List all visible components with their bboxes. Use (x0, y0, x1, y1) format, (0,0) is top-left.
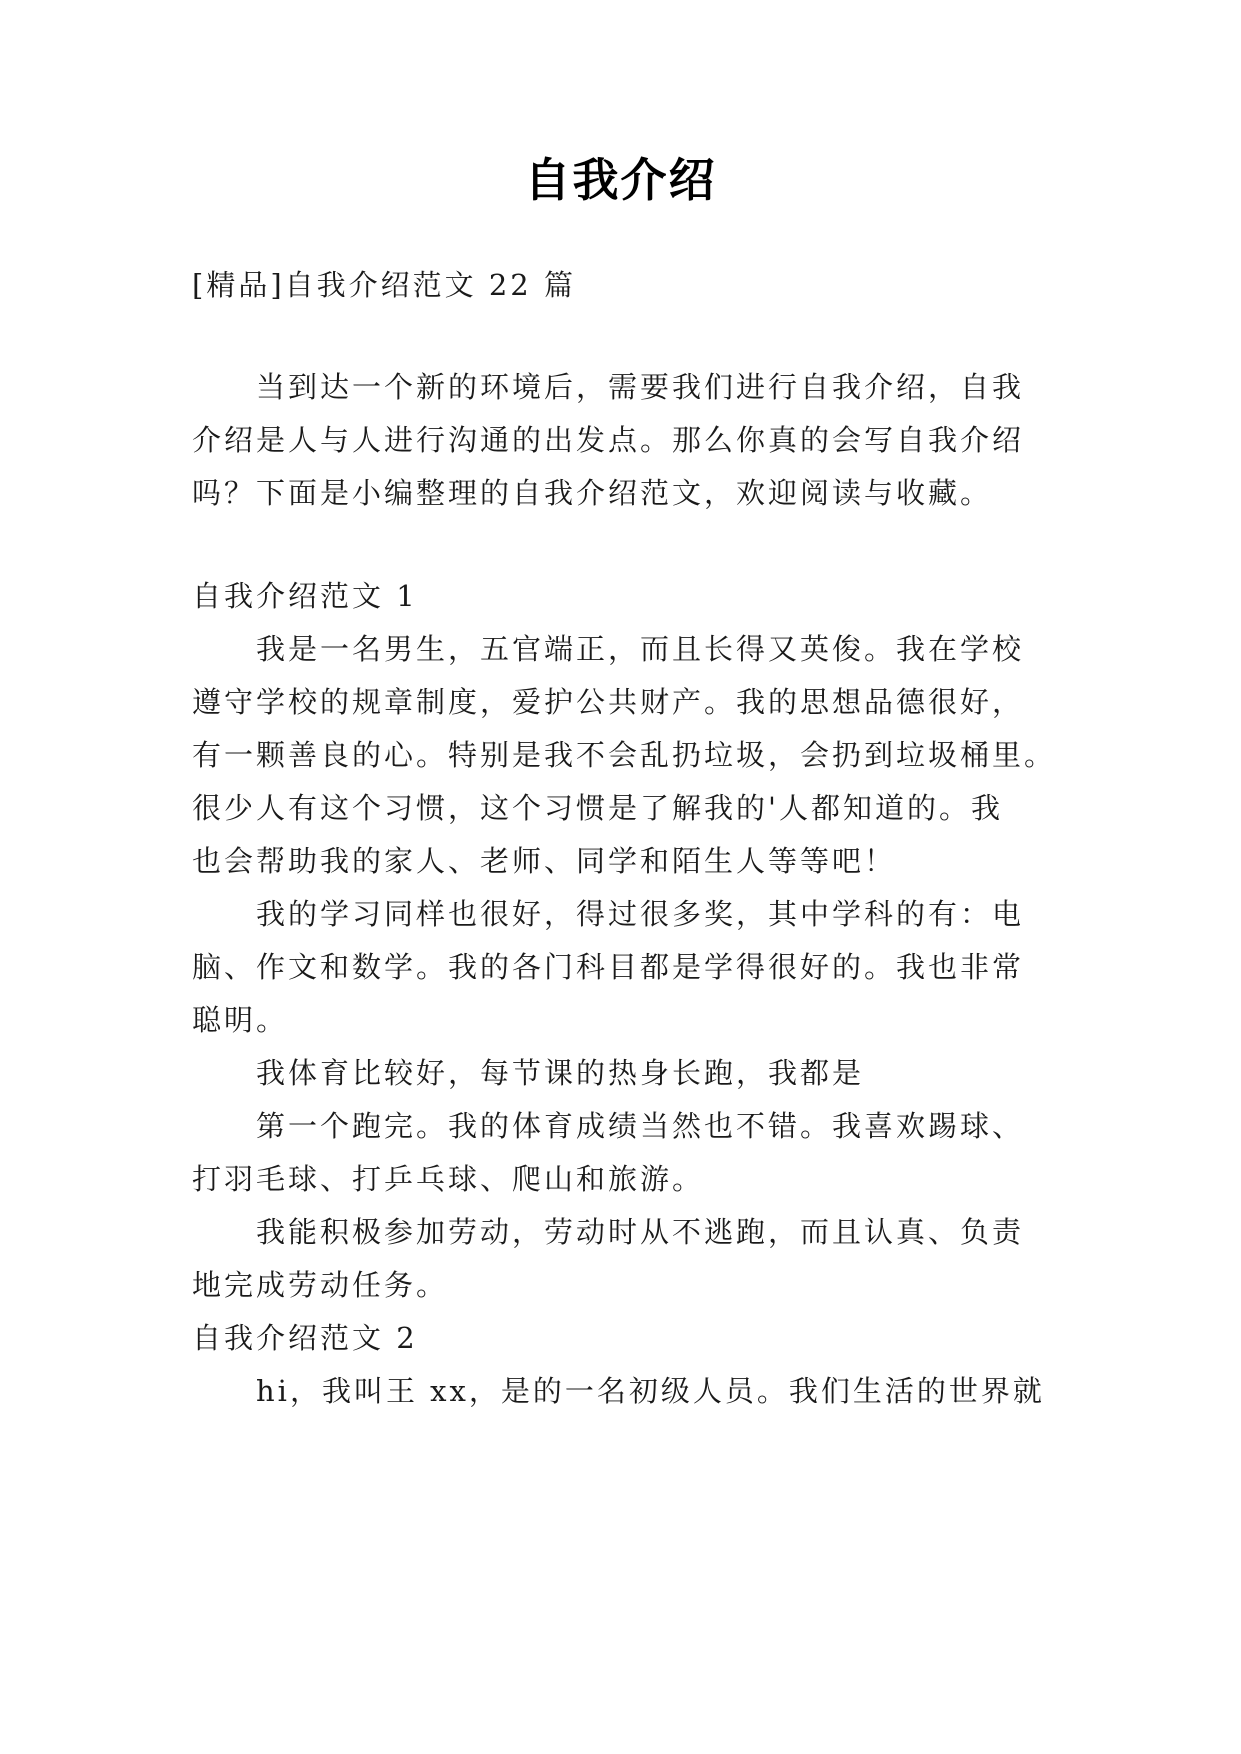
document-title: 自我介绍 (524, 153, 717, 207)
section-heading-2: 自我介绍范文 2 (192, 1321, 418, 1355)
body-line: 我的学习同样也很好，得过很多奖，其中学科的有：电 (256, 897, 1025, 931)
document-subtitle: [精品]自我介绍范文 22 篇 (192, 268, 576, 302)
section-heading-1: 自我介绍范文 1 (192, 579, 418, 613)
body-line: 打羽毛球、打乒乓球、爬山和旅游。 (192, 1162, 705, 1196)
body-line: 有一颗善良的心。特别是我不会乱扔垃圾，会扔到垃圾桶里。 (192, 738, 1057, 772)
body-line: 遵守学校的规章制度，爱护公共财产。我的思想品德很好， (192, 685, 1025, 719)
body-line: 很少人有这个习惯，这个习惯是了解我的'人都知道的。我 (192, 791, 1003, 825)
intro-line-3: 吗？下面是小编整理的自我介绍范文，欢迎阅读与收藏。 (192, 476, 993, 510)
body-line: 也会帮助我的家人、老师、同学和陌生人等等吧！ (192, 844, 897, 878)
body-line: 我体育比较好，每节课的热身长跑，我都是 (256, 1056, 865, 1090)
body-line: 地完成劳动任务。 (192, 1268, 449, 1302)
intro-line-2: 介绍是人与人进行沟通的出发点。那么你真的会写自我介绍 (192, 423, 1025, 457)
body-line: hi，我叫王 xx，是的一名初级人员。我们生活的世界就 (256, 1374, 1045, 1408)
body-line: 聪明。 (192, 1003, 289, 1037)
intro-line-1: 当到达一个新的环境后，需要我们进行自我介绍，自我 (256, 370, 1025, 404)
body-line: 我是一名男生，五官端正，而且长得又英俊。我在学校 (256, 632, 1025, 666)
body-line: 脑、作文和数学。我的各门科目都是学得很好的。我也非常 (192, 950, 1025, 984)
body-line: 第一个跑完。我的体育成绩当然也不错。我喜欢踢球、 (256, 1109, 1025, 1143)
body-line: 我能积极参加劳动，劳动时从不逃跑，而且认真、负责 (256, 1215, 1025, 1249)
